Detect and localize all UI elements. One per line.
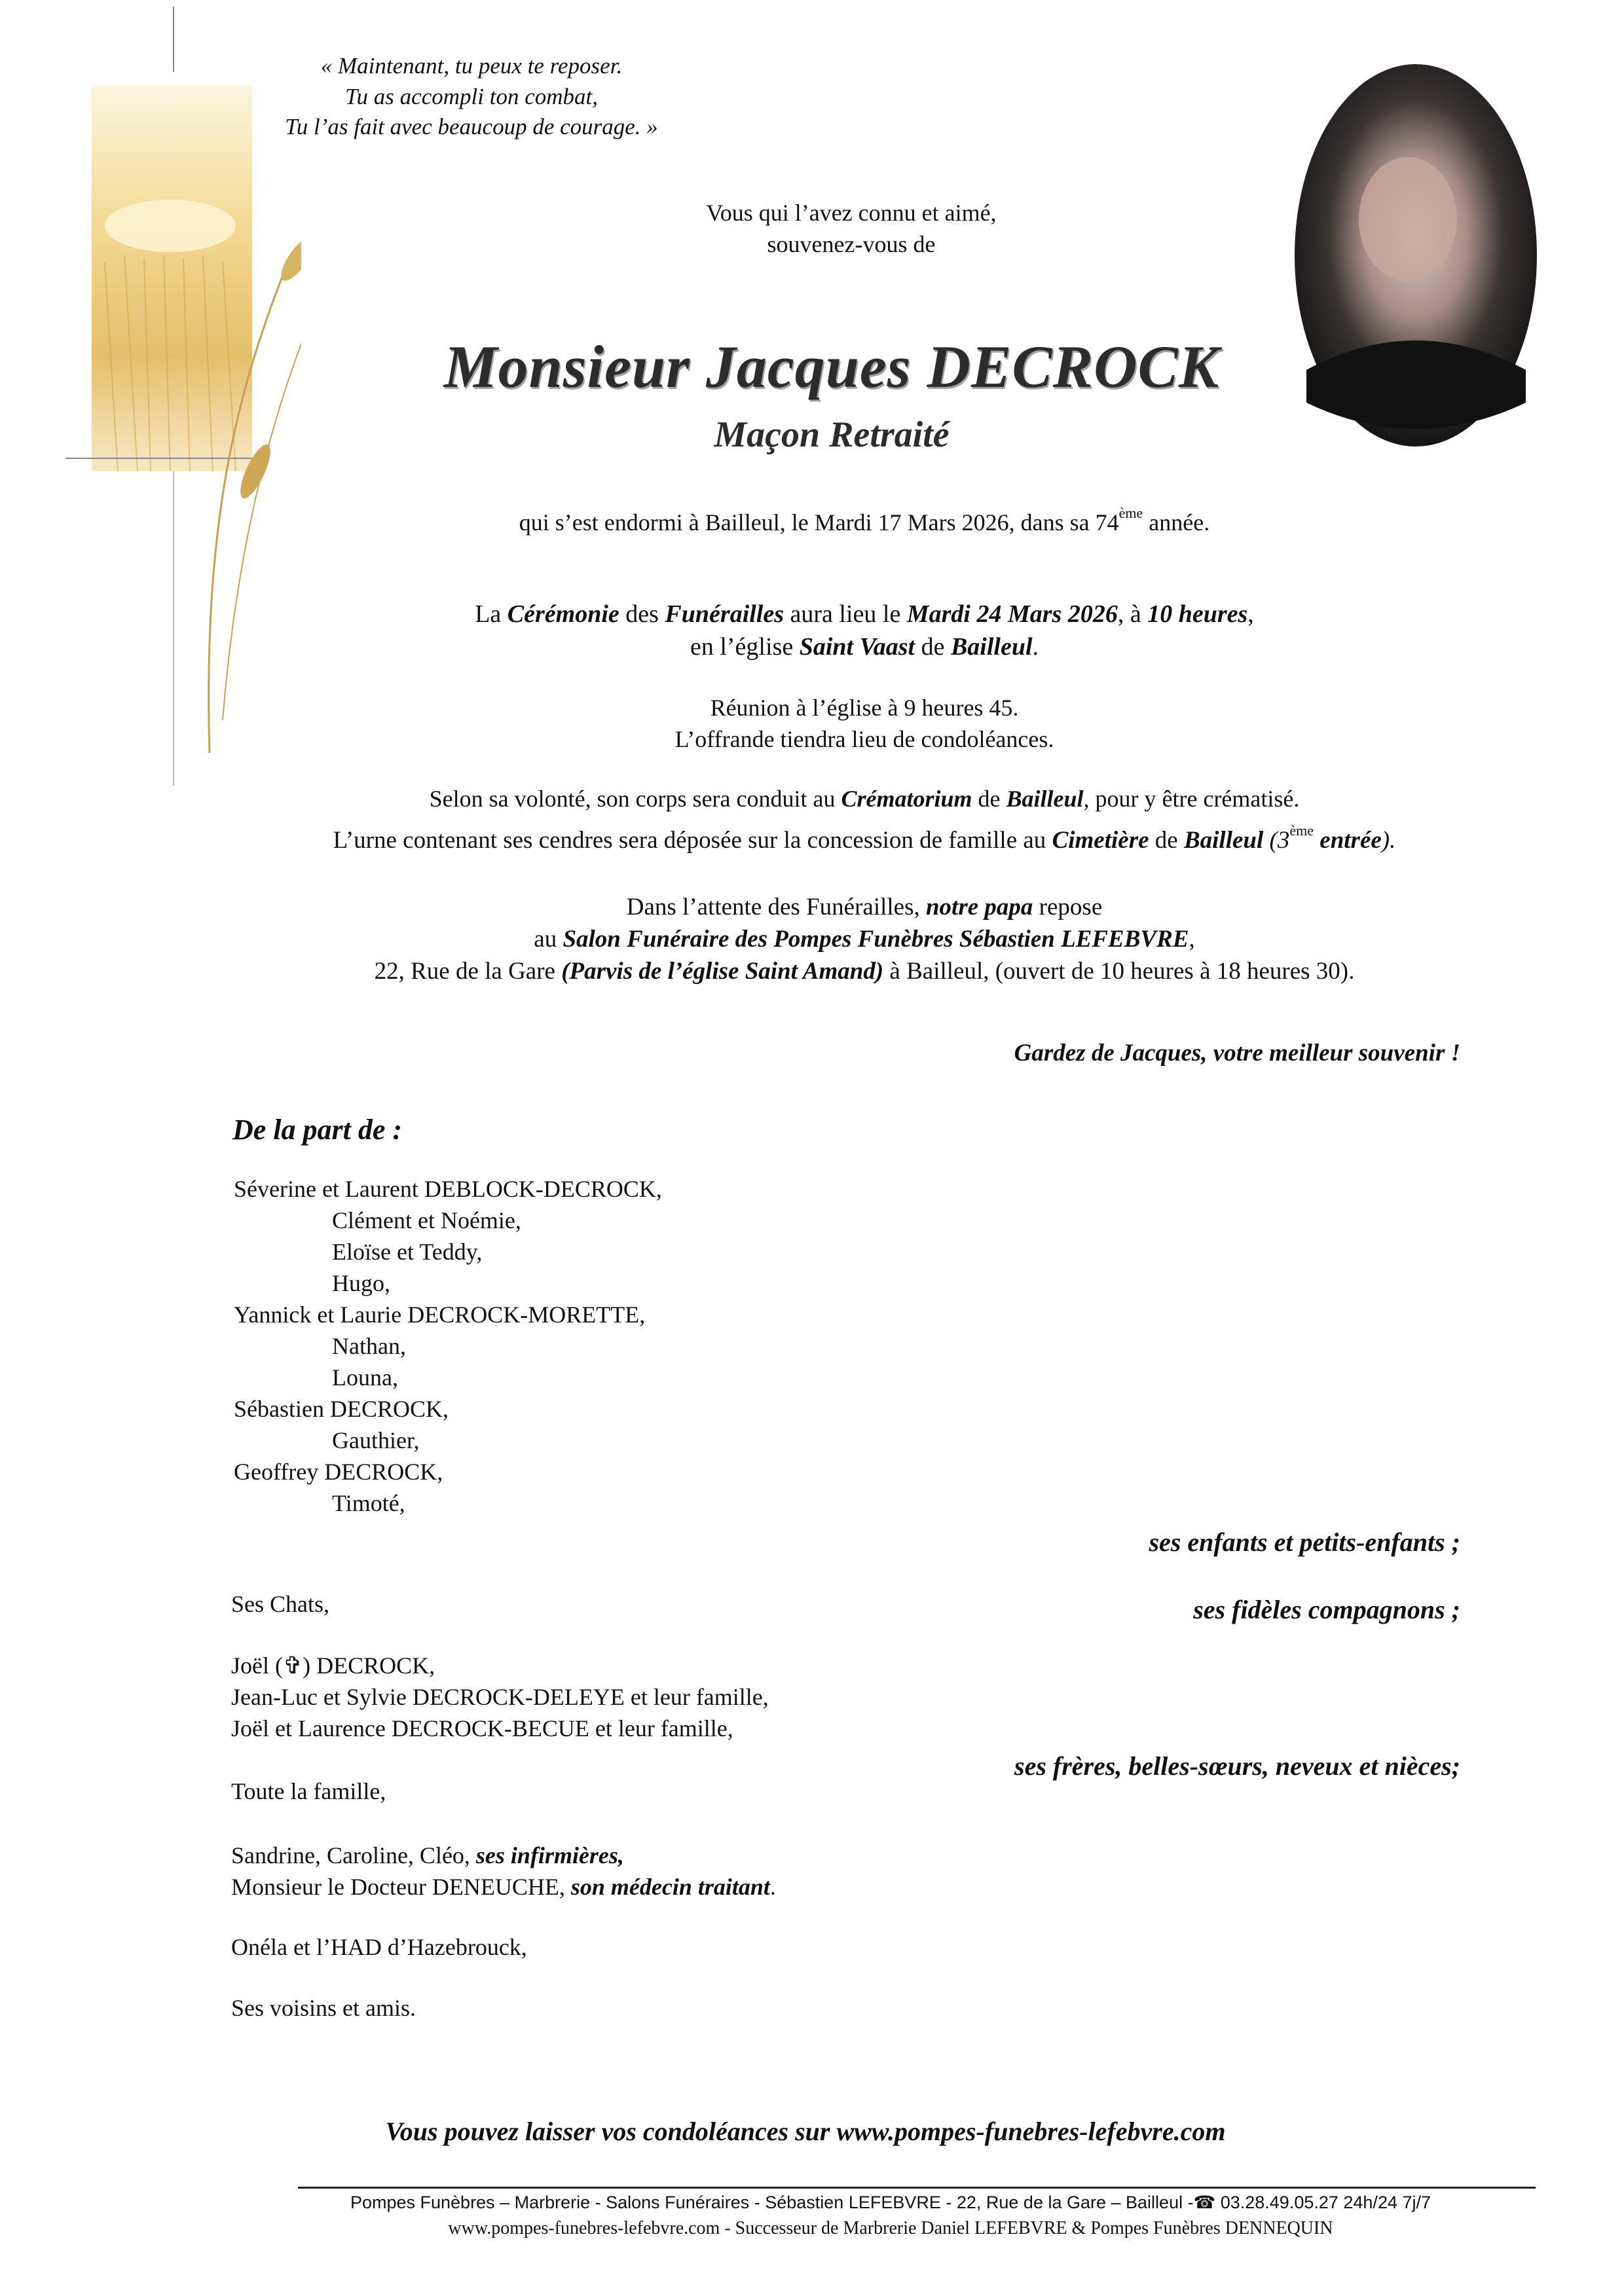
portrait-photo [1293, 62, 1539, 448]
superscript: ème [1118, 505, 1143, 521]
family-member: Sébastien DECROCK, [234, 1396, 449, 1422]
text: La [475, 600, 507, 628]
footer-divider [298, 2187, 1536, 2189]
funeral-home-name: Salon Funéraire des Pompes Funèbres Sébastien LEFEBVRE [563, 925, 1189, 953]
siblings-block [231, 1650, 1017, 1744]
relation-siblings: ses frères, belles-sœurs, neveux et nièces; [1014, 1751, 1460, 1781]
text: , pour y être crématisé. [1083, 786, 1300, 812]
text: Sandrine, Caroline, Cléo, [231, 1842, 476, 1868]
family-member: Gauthier, [332, 1427, 420, 1453]
quote-line: Tu as accompli ton combat, [345, 83, 598, 109]
condolences-link[interactable]: Vous pouvez laisser vos condoléances sur www.pompes-funebres-lefebvre.com [385, 2117, 1226, 2146]
text: des [619, 600, 665, 628]
intro-text [622, 198, 1080, 260]
had-block [231, 1931, 1017, 1963]
carers-block [231, 1840, 1017, 1903]
text: L’urne contenant ses cendres sera déposée sur la concession de famille au [333, 827, 1052, 854]
text: de [915, 633, 951, 661]
neighbours-block [231, 1992, 1017, 2024]
footer-phone: 03.28.49.05.27 24h/24 7j/7 [1215, 2193, 1431, 2212]
from-heading: De la part de : [232, 1114, 403, 1146]
text: 22, Rue de la Gare [374, 957, 562, 985]
family-member: Yannick et Laurie DECROCK-MORETTE, [234, 1302, 646, 1328]
list-item: Jean-Luc et Sylvie DECROCK-DELEYE et leur famille, [231, 1684, 769, 1710]
footer-text: Pompes Funèbres – Marbrerie - Salons Funéraires - Sébastien LEFEBVRE - 22, Rue de la Gare – Bailleul - [350, 2193, 1194, 2212]
text: , [1247, 600, 1254, 628]
text: au [534, 925, 563, 953]
pets-block [231, 1588, 1017, 1620]
list-item: Onéla et l’HAD d’Hazebrouck, [231, 1934, 527, 1960]
list-item: Joël et Laurence DECROCK-BECUE et leur famille, [231, 1715, 733, 1741]
text: à Bailleul, (ouvert de 10 heures à 18 heures 30). [883, 957, 1355, 985]
emphasis: (Parvis de l’église Saint Amand) [561, 957, 884, 985]
text: repose [1033, 894, 1103, 920]
text: de [972, 786, 1006, 812]
emphasis: son médecin traitant [570, 1874, 770, 1900]
text: Monsieur le Docteur DENEUCHE, [231, 1874, 571, 1900]
text: Dans l’attente des Funérailles, [626, 894, 926, 920]
family-member: Hugo, [332, 1270, 390, 1296]
emphasis: Cimetière [1052, 827, 1149, 854]
relation-pets: ses fidèles compagnons ; [1193, 1595, 1460, 1624]
remembrance-line: Gardez de Jacques, votre meilleur souvenir ! [1014, 1040, 1460, 1066]
text: Joël ( [231, 1652, 283, 1679]
emphasis: notre papa [925, 894, 1033, 920]
footer [249, 2190, 1532, 2242]
emphasis: Crématorium [841, 786, 972, 812]
intro-line: souvenez-vous de [767, 230, 936, 257]
offering-line: L’offrande tiendra lieu de condoléances. [674, 725, 1054, 752]
family-member: Geoffrey DECROCK, [234, 1459, 443, 1485]
urn-info [164, 822, 1565, 857]
intro-line: Vous qui l’avez connu et aimé, [706, 200, 997, 226]
text: ). [1381, 827, 1396, 854]
text: de [1149, 827, 1184, 854]
church-name: Saint Vaast [799, 633, 915, 661]
relation-children: ses enfants et petits-enfants ; [1149, 1527, 1460, 1557]
cross-icon: ✞ [282, 1652, 303, 1679]
salon-info [164, 892, 1565, 987]
family-member: Louna, [332, 1364, 398, 1391]
family-member: Eloïse et Teddy, [332, 1239, 483, 1265]
text: ) DECROCK, [303, 1652, 435, 1679]
cremation-info [196, 784, 1532, 815]
death-text-end: année. [1143, 509, 1210, 536]
family-member: Nathan, [332, 1333, 406, 1359]
emphasis: Bailleul [1183, 827, 1264, 854]
family-list [234, 1173, 889, 1519]
emphasis: Funérailles [665, 600, 784, 628]
footer-website: www.pompes-funebres-lefebvre.com - Successeur de Marbrerie Daniel LEFEBVRE & Pompes Funèbres DENNEQUIN [448, 2218, 1333, 2239]
text: . [1032, 633, 1039, 661]
reunion-line: Réunion à l’église à 9 heures 45. [710, 695, 1019, 721]
family-member: Séverine et Laurent DEBLOCK-DECROCK, [234, 1176, 662, 1202]
text: , [1189, 925, 1195, 953]
ceremony-date: Mardi 24 Mars 2026 [906, 600, 1118, 628]
list-item: Ses voisins et amis. [231, 1995, 416, 2021]
emphasis: Cérémonie [507, 600, 619, 628]
superscript: ème [1289, 822, 1314, 839]
text: Selon sa volonté, son corps sera conduit au [429, 786, 841, 812]
text: . [769, 1874, 776, 1900]
phone-icon: ☎ [1193, 2193, 1216, 2212]
reunion-info [393, 693, 1336, 755]
text: (3 [1263, 827, 1290, 854]
deceased-name: Monsieur Jacques DECROCK [443, 333, 1220, 400]
list-item: Ses Chats, [231, 1591, 330, 1617]
text: aura lieu le [784, 600, 907, 628]
emphasis: ses infirmières, [475, 1842, 624, 1868]
emphasis: entrée [1314, 827, 1382, 854]
quote-line: « Maintenant, tu peux te reposer. [320, 53, 623, 79]
death-notice [327, 507, 1401, 539]
emphasis: Bailleul [1006, 786, 1084, 812]
list-item: Toute la famille, [231, 1778, 386, 1804]
quote-line: Tu l’as fait avec beaucoup de courage. » [285, 114, 658, 140]
text: , à [1117, 600, 1148, 628]
town-name: Bailleul [950, 633, 1033, 661]
family-member: Clément et Noémie, [332, 1207, 521, 1233]
memorial-quote [223, 51, 720, 143]
deceased-profession: Maçon Retraité [714, 414, 950, 455]
family-block [231, 1776, 1017, 1807]
text: en l’église [690, 633, 800, 661]
death-text: qui s’est endormi à Bailleul, le Mardi 17 Mars 2026, dans sa 74 [519, 509, 1119, 536]
family-member: Timoté, [332, 1490, 405, 1516]
ceremony-time: 10 heures [1147, 600, 1248, 628]
ceremony-details [295, 598, 1434, 663]
